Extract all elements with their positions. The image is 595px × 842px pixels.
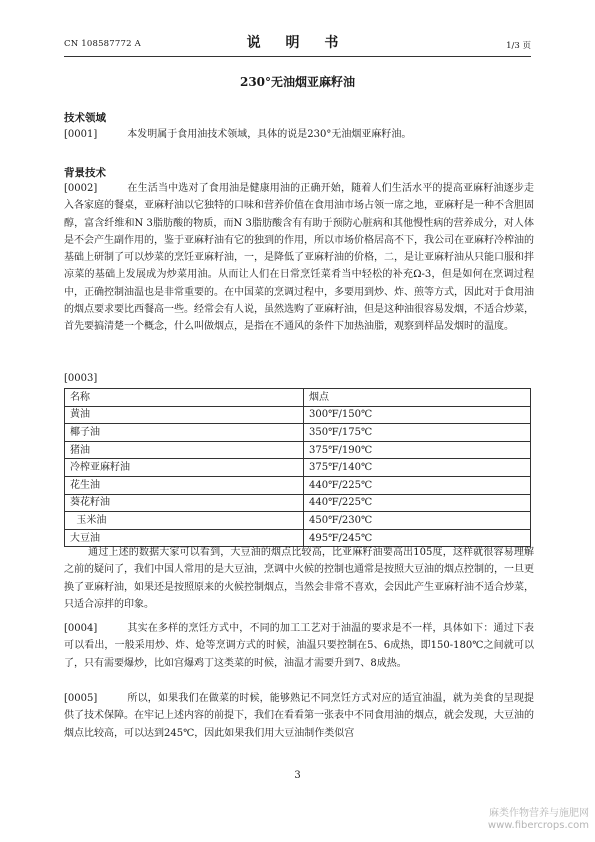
oil-name: 花生油 — [65, 476, 304, 494]
oil-name: 大豆油 — [65, 529, 304, 547]
header-divider — [64, 56, 531, 57]
paragraph-text: 其实在多样的烹饪方式中，不同的加工工艺对于油温的要求是不一样，具体如下：通过下表可以看出，一般采用炒、炸、炝等烹调方式的时候，油温只要控制在5、6成热，即150-180℃之间就可以了，只有需要爆炒，比如宫爆鸡丁这类菜的时候，油温才需要升到7、8成热。 — [64, 623, 534, 669]
paragraph-number: [0004] — [64, 623, 98, 634]
smoke-point: 440℉/225℃ — [304, 494, 531, 512]
page-number: 3 — [294, 770, 301, 781]
column-header-name: 名称 — [65, 389, 304, 407]
smoke-point: 350℉/175℃ — [304, 424, 531, 442]
smoke-point: 375℉/140℃ — [304, 459, 531, 477]
table-row — [65, 459, 531, 477]
site-watermark — [488, 808, 589, 832]
table-row — [65, 406, 531, 424]
paragraph-number: [0001] — [64, 129, 98, 140]
watermark-title: 麻类作物营养与施肥网 — [489, 808, 589, 819]
heading-background: 背景技术 — [64, 167, 106, 179]
smoke-point: 300℉/150℃ — [304, 406, 531, 424]
page-indicator: 1/3 页 — [506, 41, 531, 51]
paragraph-text: 所以，如果我们在做菜的时候，能够熟记不同烹饪方式对应的适宜油温，就为美食的呈现提供了技术保障。在牢记上述内容的前提下，我们在看看第一张表中不同食用油的烟点，就会发现，大豆油的烟点比较高，可以达到245℃，因此如果我们用大豆油制作类似宫 — [64, 693, 534, 739]
oil-name: 猪油 — [65, 441, 304, 459]
document-number: CN 108587772 A — [64, 39, 141, 49]
smoke-point: 375℉/190℃ — [304, 441, 531, 459]
oil-name: 椰子油 — [65, 424, 304, 442]
heading-technical-field: 技术领域 — [64, 112, 106, 124]
page-header — [64, 30, 531, 54]
paragraph-number: [0003] — [64, 373, 98, 384]
watermark-url: www.fibercrops.com — [487, 820, 589, 831]
oil-name: 冷榨亚麻籽油 — [65, 459, 304, 477]
paragraph-0005 — [64, 690, 534, 742]
smoke-point: 495℉/245℃ — [304, 529, 531, 547]
document-type-title: 说 明 书 — [246, 35, 349, 51]
invention-title: 230°无油烟亚麻籽油 — [239, 75, 356, 89]
paragraph-0001 — [64, 126, 534, 143]
table-row — [65, 512, 531, 530]
paragraph-text: 通过上述的数据大家可以看到，大豆油的烟点比较高，比亚麻籽油要高出105度，这样就很容易理解之前的疑问了，我们中国人常用的是大豆油，烹调中火候的控制也通常是按照大豆油的烟点控制的，一旦更换了亚麻籽油，如果还是按照原来的火候控制烟点，当然会非常不喜欢，会因此产生亚麻籽油不适合炒菜，只适合凉拌的印象。 — [64, 547, 534, 610]
paragraph-text: 本发明属于食用油技术领域，具体的说是230°无油烟亚麻籽油。 — [127, 129, 412, 140]
paragraph-0002 — [64, 180, 534, 336]
table-row — [65, 476, 531, 494]
paragraph-0004 — [64, 620, 534, 672]
paragraph-0003 — [64, 370, 534, 387]
table-header-row — [65, 389, 531, 407]
smoke-point-table — [64, 388, 531, 547]
oil-name: 黄油 — [65, 406, 304, 424]
table-row — [65, 424, 531, 442]
oil-name: 葵花籽油 — [65, 494, 304, 512]
smoke-point: 450℉/230℃ — [304, 512, 531, 530]
smoke-point: 440℉/225℃ — [304, 476, 531, 494]
table-row — [65, 441, 531, 459]
paragraph-number: [0002] — [64, 183, 98, 194]
paragraph-text: 在生活当中选对了食用油是健康用油的正确开始，随着人们生活水平的提高亚麻籽油逐步走入各家庭的餐桌，亚麻籽油以它独特的口味和营养价值在食用油市场占领一席之地，亚麻籽是一种不含胆固醇，富含纤维和N 3脂肪酸的物质，而N 3脂肪酸含有有助于预防心脏病和其他慢性病的营养成分，对人体是不会产生副作用的，鉴于亚麻籽油有它的独到的作用，所以市场价格居高不下，我公司在亚麻籽冷榨油的基础上研制了可以炒菜的烹饪亚麻籽油，一，是降低了亚麻籽油的价格，二，是让亚麻籽油从只能口服和拌凉菜的基础上发展成为炒菜用油。从而让人们在日常烹饪菜肴当中轻松的补充Ω-3，但是如何在烹调过程中，正确控制油温也是非常重要的。在中国菜的烹调过程中，多要用到炒、炸、煎等方式，因此对于食用油的烟点要求要比西餐高一些。经常会有人说，虽然选购了亚麻籽油，但是这种油很容易发烟，不适合炒菜，首先要搞清楚一个概念，什么叫做烟点，是指在不通风的条件下加热油脂，观察到样品发烟时的温度。 — [64, 183, 534, 333]
paragraph-after-table — [64, 544, 534, 613]
oil-name: 玉米油 — [65, 512, 304, 530]
column-header-smoke-point: 烟点 — [304, 389, 531, 407]
table-row — [65, 494, 531, 512]
paragraph-number: [0005] — [64, 693, 98, 704]
